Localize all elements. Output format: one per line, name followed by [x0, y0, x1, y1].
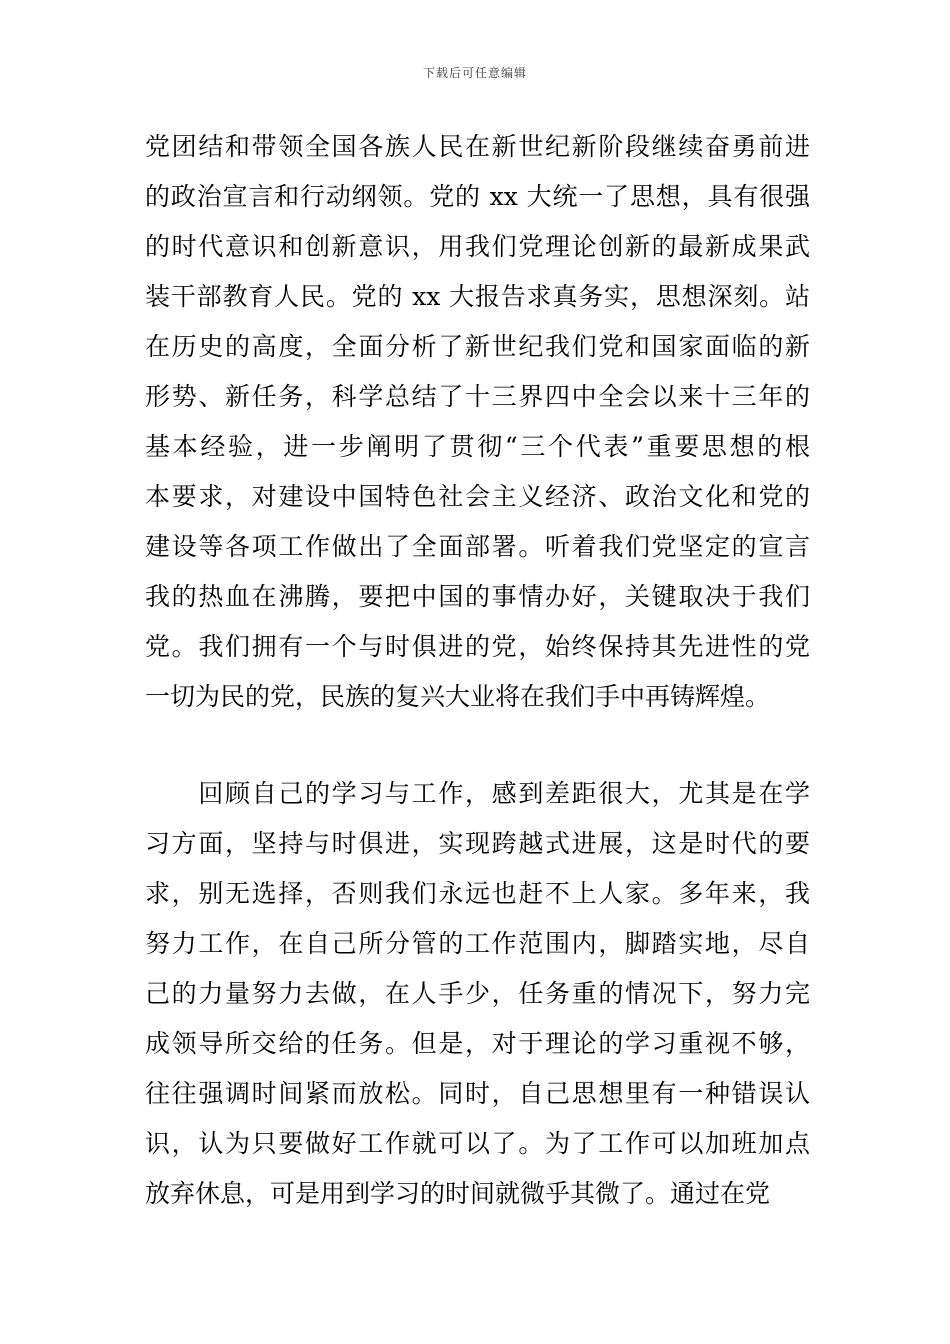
text-line: 基本经验，进一步阐明了贯彻“三个代表”重要思想的根 [145, 432, 810, 461]
text-line: 我的热血在沸腾，要把中国的事情办好，关键取决于我们 [145, 582, 810, 611]
paragraph-2 [145, 769, 810, 1219]
text-line: 求，别无选择，否则我们永远也赶不上人家。多年来，我 [145, 879, 810, 908]
text-line: 成领导所交给的任务。但是，对于理论的学习重视不够， [145, 1029, 810, 1058]
page-header: 下载后可任意编辑 [422, 66, 527, 80]
text-line: 努力工作，在自己所分管的工作范围内，脚踏实地，尽自 [145, 929, 810, 958]
text-line: 在历史的高度，全面分析了新世纪我们党和国家面临的新 [145, 332, 810, 361]
text-line: 一切为民的党，民族的复兴大业将在我们手中再铸辉煌。 [145, 682, 771, 711]
text-line: 本要求，对建设中国特色社会主义经济、政治文化和党的 [145, 482, 810, 511]
text-line: 形势、新任务，科学总结了十三界四中全会以来十三年的 [145, 382, 810, 411]
text-line: 己的力量努力去做，在人手少，任务重的情况下，努力完 [145, 979, 810, 1008]
text-line: 放弃休息，可是用到学习的时间就微乎其微了。通过在党 [145, 1179, 771, 1208]
text-line: 党。我们拥有一个与时俱进的党，始终保持其先进性的党 [145, 632, 810, 661]
text-line: 的政治宣言和行动纲领。党的 xx 大统一了思想，具有很强 [145, 182, 810, 211]
text-line: 装干部教育人民。党的 xx 大报告求真务实，思想深刻。站 [145, 282, 810, 311]
text-line: 习方面，坚持与时俱进，实现跨越式进展，这是时代的要 [145, 829, 810, 858]
text-line: 的时代意识和创新意识，用我们党理论创新的最新成果武 [145, 232, 810, 261]
text-line: 党团结和带领全国各族人民在新世纪新阶段继续奋勇前进 [145, 132, 810, 161]
text-line: 识，认为只要做好工作就可以了。为了工作可以加班加点 [145, 1129, 810, 1158]
text-line: 建设等各项工作做出了全面部署。听着我们党坚定的宣言 [145, 532, 810, 561]
paragraph-1 [145, 122, 810, 722]
text-line: 回顾自己的学习与工作，感到差距很大，尤其是在学 [145, 779, 810, 808]
text-line: 往往强调时间紧而放松。同时，自己思想里有一种错误认 [145, 1079, 810, 1108]
